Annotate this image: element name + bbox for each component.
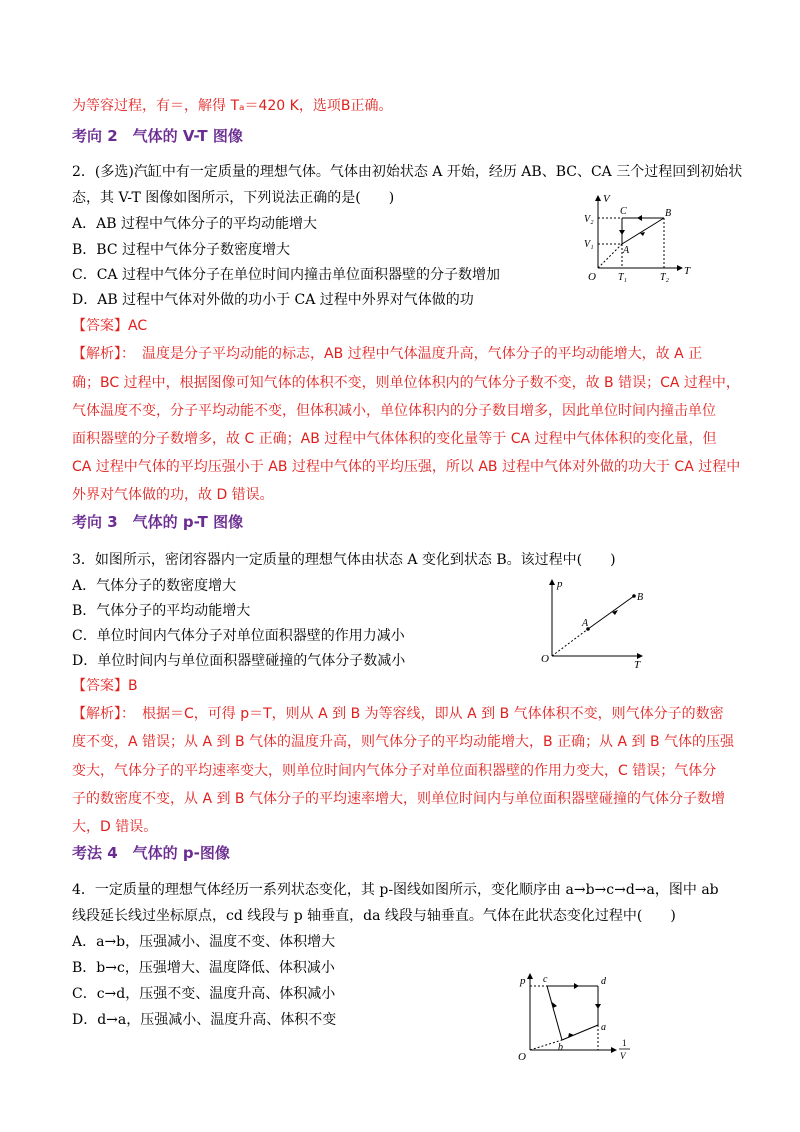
origin-extension [552, 629, 588, 656]
t-axis-label: T [684, 265, 691, 277]
question-4-option-d: D．d→a，压强减小、温度升高、体积不变 [72, 1012, 337, 1028]
question-3-analysis-4: 子的数密度不变，从 A 到 B 气体分子的平均速率增大，则单位时间内与单位面积器壁碰撞的气体分子数增 [72, 791, 725, 807]
question-2-analysis-4: 面积器壁的分子数增多，故 C 正确；AB 过程中气体体积的变化量等于 CA 过程中气体体积的变化量，但 [72, 431, 717, 447]
segment-ab [622, 218, 664, 244]
point-b-label: B [665, 208, 672, 219]
question-3-analysis-3: 变大，气体分子的平均速率变大，则单位时间内气体分子对单位面积器壁的作用力变大，C 错误；气体分 [72, 763, 717, 779]
question-2-answer: 【答案】AC [72, 318, 148, 334]
point-d-label: d [601, 976, 606, 987]
origin-label: O [541, 653, 549, 665]
origin-label: O [588, 271, 596, 282]
question-3-option-b: B．气体分子的平均动能增大 [72, 603, 251, 619]
v2-label: V₂ [584, 214, 594, 225]
x-label-denominator: V [620, 1051, 626, 1061]
question-2-option-d: D．AB 过程中气体对外做的功小于 CA 过程中外界对气体做的功 [72, 292, 474, 308]
point-b-label: b [558, 1042, 563, 1053]
x-label-numerator: 1 [622, 1038, 627, 1048]
question-2-option-c: C．CA 过程中气体分子在单位时间内撞击单位面积器壁的分子数增加 [72, 267, 500, 283]
question-2-line-2: 态，其 V-T 图像如图所示，下列说法正确的是( ) [72, 190, 395, 206]
segment-ab [562, 1025, 598, 1040]
question-2-line-1: 2．(多选)汽缸中有一定质量的理想气体。气体由初始状态 A 开始，经历 AB、BC、CA 三个过程回到初始状 [72, 164, 743, 180]
question-4-line-1: 4．一定质量的理想气体经历一系列状态变化，其 p-图线如图所示，变化顺序由 a→b→c→d→a，图中 ab [72, 882, 719, 898]
question-4-option-a: A．a→b，压强减小、温度不变、体积增大 [72, 934, 336, 950]
question-4-line-2: 线段延长线过坐标原点，cd 线段与 p 轴垂直，da 线段与轴垂直。气体在此状态变化过程中( ) [72, 908, 676, 924]
point-c-label: c [543, 974, 548, 985]
v1-label: V₁ [584, 239, 594, 250]
t2-label: T₂ [660, 272, 670, 282]
section-heading-2: 考向 2 气体的 V-T 图像 [72, 127, 243, 145]
pt-graph [538, 576, 650, 668]
question-2-analysis-1: 【解析】： 温度是分子平均动能的标志，AB 过程中气体温度升高，气体分子的平均动能增大，故 A 正 [72, 346, 703, 362]
question-2-option-b: B．BC 过程中气体分子数密度增大 [72, 242, 290, 258]
question-2-analysis-2: 确；BC 过程中，根据图像可知气体的体积不变，则单位体积内的气体分子数不变，故 B 错误；CA 过程中， [72, 375, 740, 391]
question-3-option-c: C．单位时间内气体分子对单位面积器壁的作用力减小 [72, 628, 405, 644]
point-b-label: B [637, 592, 644, 603]
question-4-option-b: B．b→c，压强增大、温度降低、体积减小 [72, 960, 335, 976]
arrow-ca [619, 230, 625, 235]
question-3-analysis-1: 【解析】： 根据＝C，可得 p＝T，则从 A 到 B 为等容线，即从 A 到 B 气体体积不变，则气体分子的数密 [72, 706, 724, 722]
question-2-analysis-3: 气体温度不变，分子平均动能不变，但体积减小，单位体积内的分子数目增多，因此单位时间内撞击单位 [72, 403, 716, 419]
question-2-option-a: A．AB 过程中气体分子的平均动能增大 [72, 216, 317, 232]
question-2-analysis-6: 外界对气体做的功，故 D 错误。 [72, 487, 274, 503]
p-axis-label: p [520, 975, 526, 987]
p-axis-label: p [557, 578, 563, 590]
point-a-label: A [623, 245, 630, 256]
question-3-analysis-2: 度不变，A 错误；从 A 到 B 气体的温度升高，则气体分子的平均动能增大，B 正确；从 A 到 B 气体的压强 [72, 734, 735, 750]
question-3-line-1: 3．如图所示，密闭容器内一定质量的理想气体由状态 A 变化到状态 B。该过程中( ) [72, 552, 616, 568]
arrow-da [595, 1004, 601, 1009]
p-inverse-v-graph [512, 970, 642, 1062]
question-3-option-a: A．气体分子的数密度增大 [72, 578, 237, 594]
point-a-label: A [582, 618, 589, 629]
point-b [632, 594, 636, 598]
v-axis-label: V [603, 193, 610, 205]
point-c-label: C [620, 206, 627, 217]
arrow-cd [574, 983, 579, 989]
segment-bc [547, 986, 562, 1040]
t1-label: T₁ [618, 272, 628, 282]
question-3-option-d: D．单位时间内与单位面积器壁碰撞的气体分子数减小 [72, 653, 406, 669]
segment-ab [588, 596, 634, 629]
question-2-analysis-5: CA 过程中气体的平均压强小于 AB 过程中气体的平均压强，所以 AB 过程中气体对外做的功大于 CA 过程中 [72, 459, 741, 475]
question-4-option-c: C．c→d，压强不变、温度升高、体积减小 [72, 986, 336, 1002]
t-axis-label: T [634, 659, 641, 668]
section-heading-3: 考向 3 气体的 p-T 图像 [72, 513, 244, 531]
origin-label: O [518, 1051, 526, 1062]
section-heading-4: 考法 4 气体的 p-图像 [72, 844, 230, 862]
question-3-answer: 【答案】B [72, 678, 138, 694]
vt-graph [584, 190, 696, 282]
previous-answer-line: 为等容过程，有＝，解得 Tₐ＝420 K，选项B正确。 [72, 98, 393, 114]
point-a-label: a [601, 1022, 606, 1033]
origin-extension [598, 244, 622, 268]
arrow-bc [637, 215, 642, 221]
question-3-analysis-5: 大，D 错误。 [72, 819, 158, 835]
